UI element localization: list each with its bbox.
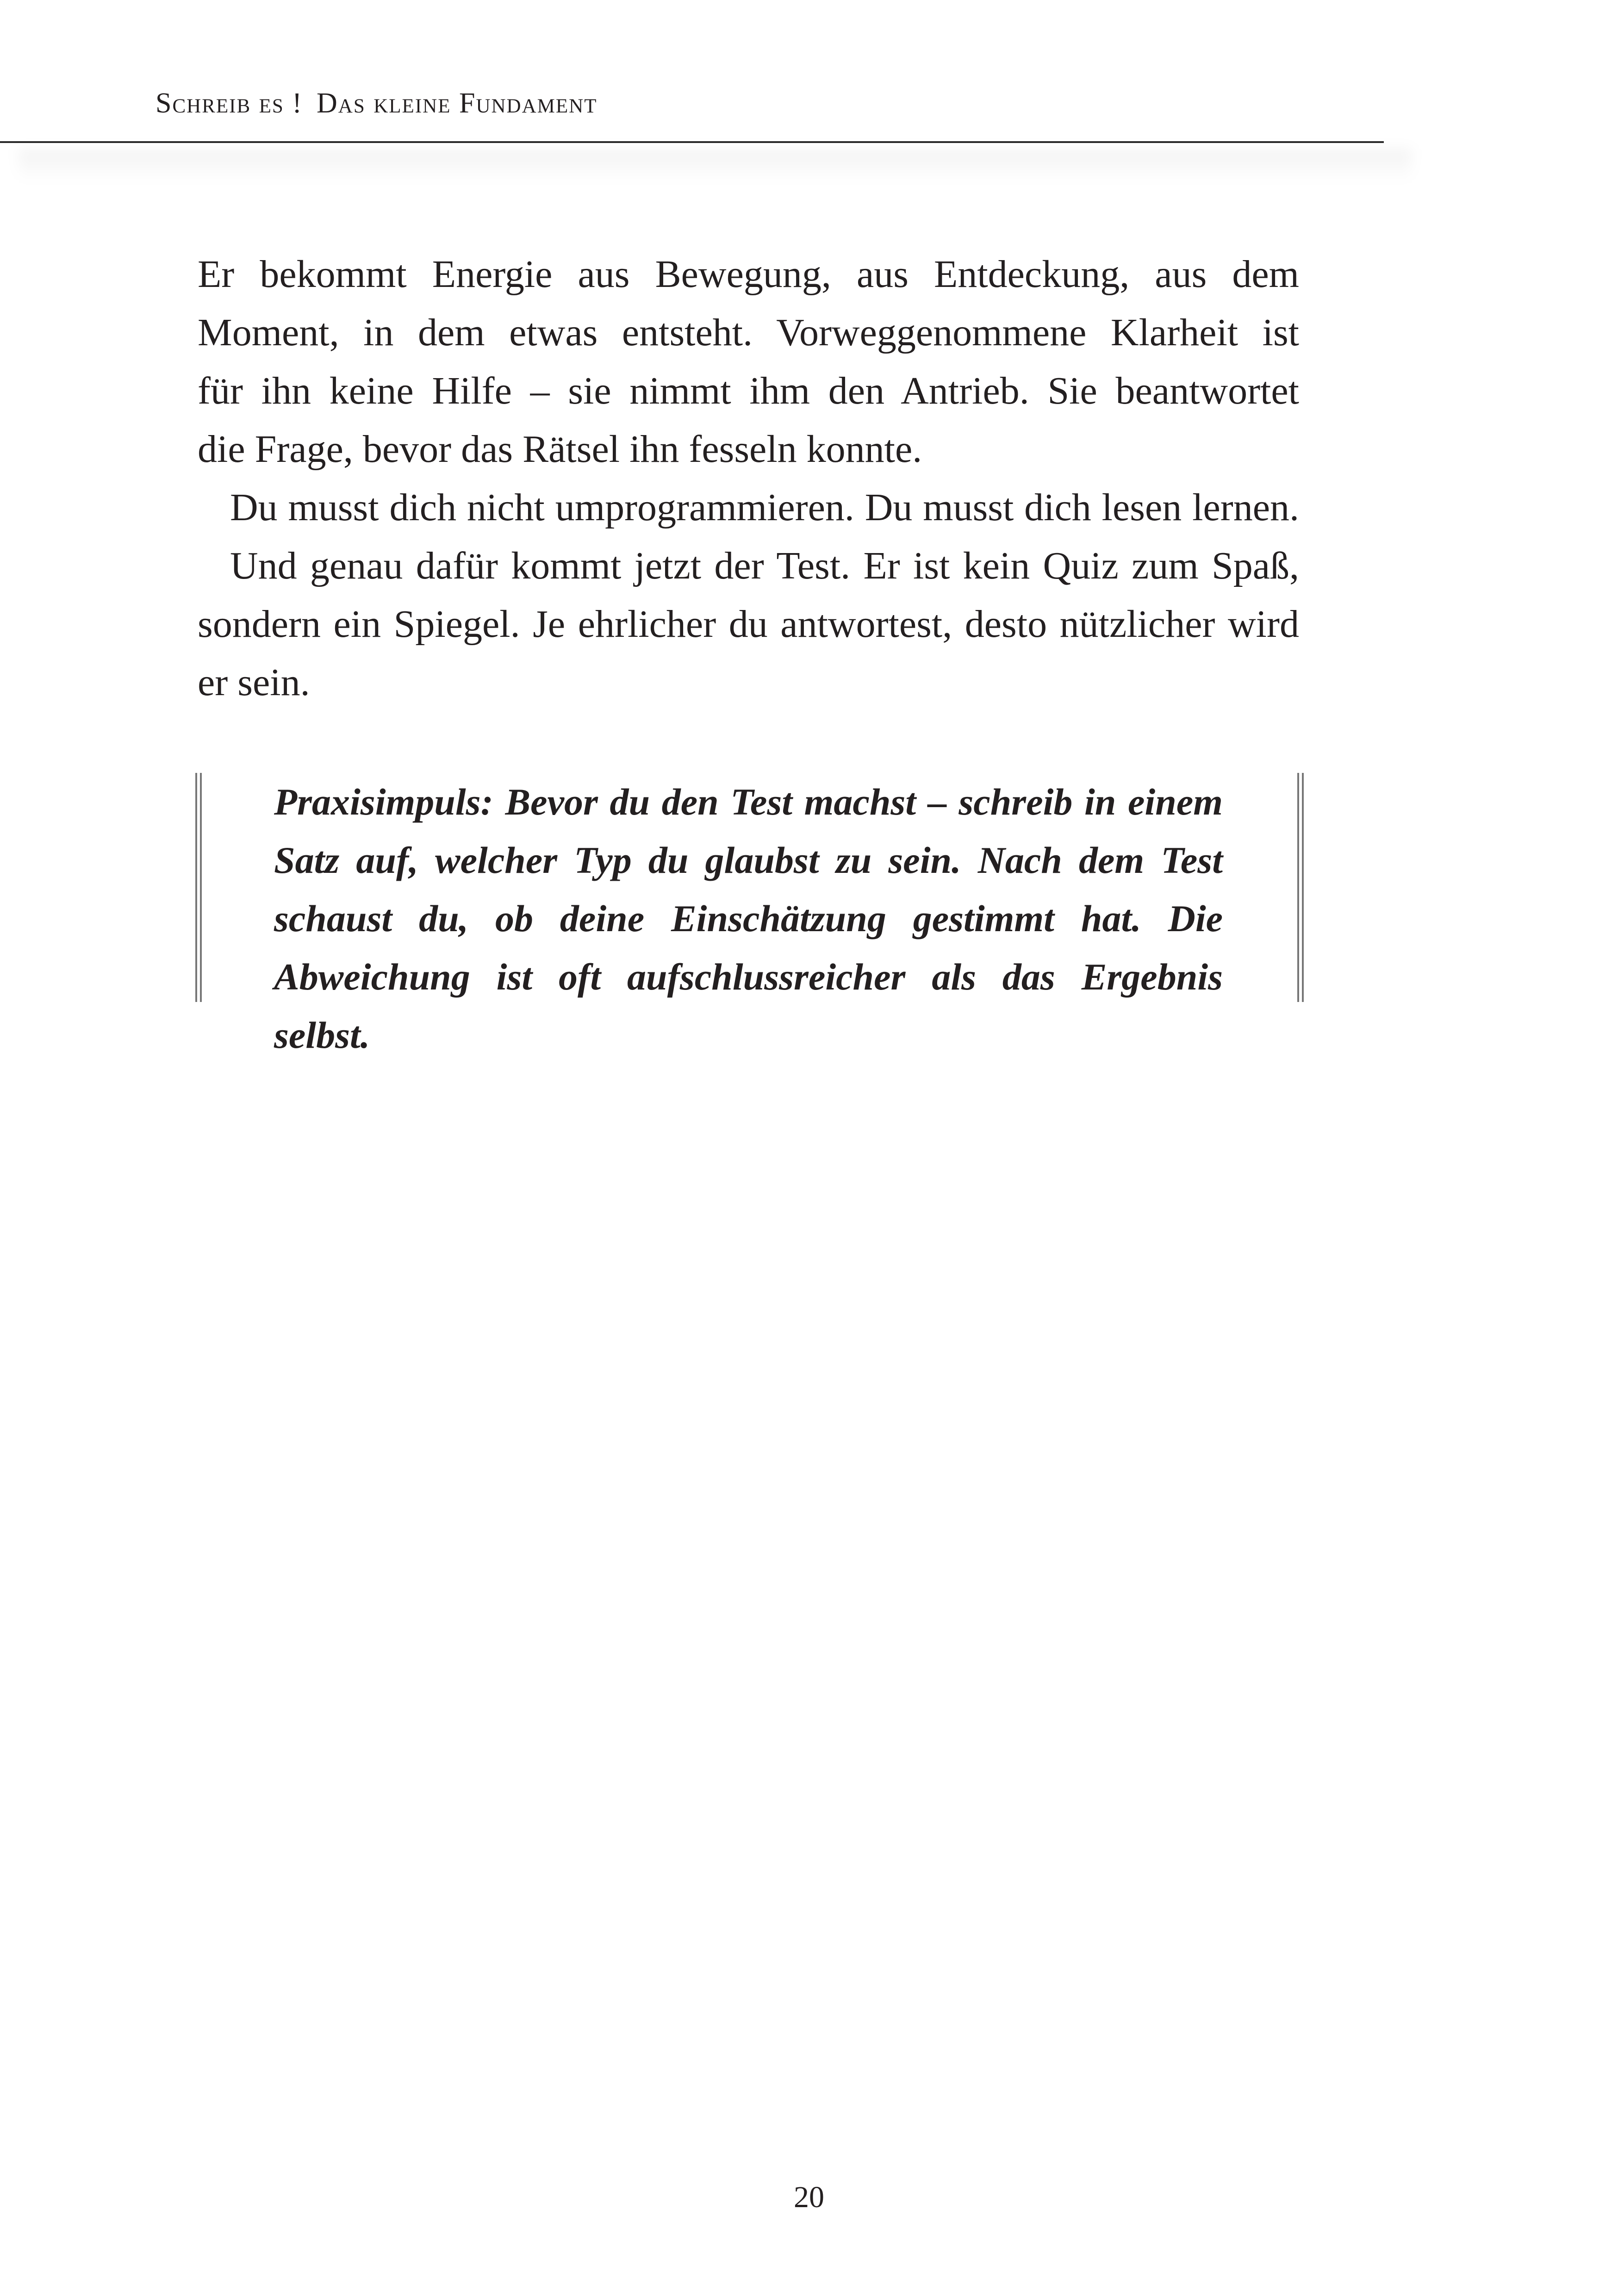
text-line: sondern ein Spiegel. Je ehrlicher du antwortest, desto nützlicher wird bbox=[198, 603, 1299, 646]
running-header bbox=[156, 87, 597, 120]
text-line: Du musst dich nicht umprogrammieren. Du musst dich lesen lernen. bbox=[230, 486, 1299, 529]
text-line: Und genau dafür kommt jetzt der Test. Er ist kein Quiz zum Spaß, bbox=[230, 544, 1299, 587]
callout-right-border bbox=[1297, 773, 1304, 1002]
header-shadow bbox=[19, 149, 1412, 181]
body-text bbox=[198, 245, 1299, 712]
practice-callout bbox=[195, 773, 1304, 1056]
header-rule bbox=[0, 141, 1384, 143]
paragraph-1 bbox=[198, 245, 1299, 479]
callout-left-border bbox=[195, 773, 202, 1002]
text-line: für ihn keine Hilfe – sie nimmt ihm den Antrieb. Sie beantwortet bbox=[198, 369, 1299, 412]
callout-line: Satz auf, welcher Typ du glaubst zu sein. Nach dem Test bbox=[274, 839, 1223, 881]
text-line: die Frage, bevor das Rätsel ihn fesseln konnte. bbox=[198, 428, 922, 471]
paragraph-2 bbox=[198, 479, 1299, 537]
callout-text bbox=[274, 773, 1223, 1064]
page-number: 20 bbox=[794, 2180, 824, 2214]
paragraph-3 bbox=[198, 537, 1299, 712]
callout-line: schaust du, ob deine Einschätzung gestimmt hat. Die bbox=[274, 897, 1223, 940]
text-line: er sein. bbox=[198, 661, 310, 704]
text-line: Er bekommt Energie aus Bewegung, aus Entdeckung, aus dem bbox=[198, 253, 1299, 296]
callout-line: Abweichung ist oft aufschlussreicher als das Ergebnis selbst. bbox=[274, 956, 1223, 1056]
callout-line: Praxisimpuls: Bevor du den Test machst – schreib in einem bbox=[274, 781, 1223, 823]
text-line: Moment, in dem etwas entsteht. Vorweggenommene Klarheit ist bbox=[198, 311, 1299, 354]
chapter-title: Das kleine Fundament bbox=[317, 87, 597, 119]
book-title: Schreib es ! bbox=[156, 87, 303, 119]
